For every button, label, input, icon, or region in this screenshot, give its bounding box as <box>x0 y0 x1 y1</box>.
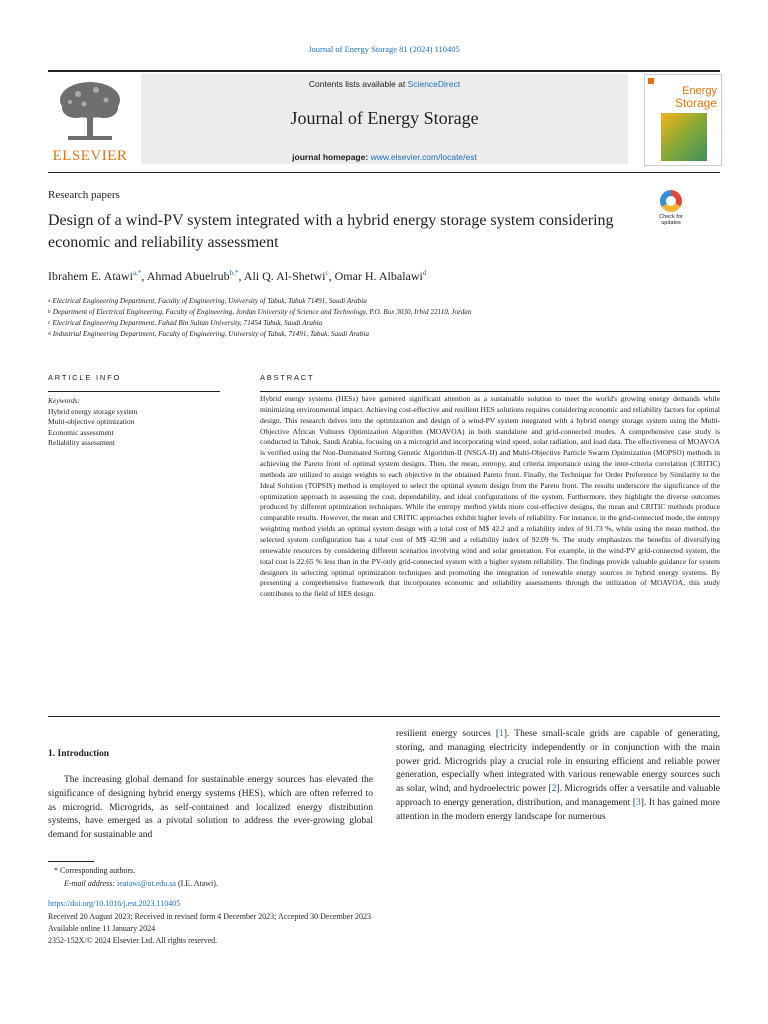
check-updates-line1: Check for <box>659 214 683 220</box>
affiliation-item <box>48 296 728 307</box>
keywords-heading: Keywords: <box>48 396 81 405</box>
affiliation-key: c <box>48 320 51 326</box>
footnote-rule <box>48 861 94 862</box>
homepage-label: journal homepage: <box>292 152 369 162</box>
keywords-block <box>48 396 138 449</box>
journal-cover-thumbnail[interactable] <box>644 74 722 166</box>
email-label: E-mail address: <box>64 879 116 888</box>
citation-link[interactable]: 1 <box>499 729 504 739</box>
citation-link[interactable]: 2 <box>551 784 557 795</box>
affiliation-item <box>48 318 728 329</box>
citation-link[interactable]: 3 <box>636 797 641 808</box>
affiliation-item <box>48 329 728 340</box>
elsevier-logo[interactable] <box>48 76 132 164</box>
cover-word-storage: Storage <box>674 96 717 110</box>
section-label: Research papers <box>48 189 120 201</box>
check-updates-label <box>650 214 692 226</box>
affiliation-text: Department of Electrical Engineering, Faculty of Engineering, Jordan University of Science and Technology, P.O. Box 3030, Irbid 22110, Jordan <box>52 308 472 316</box>
keyword-item: Hybrid energy storage system <box>48 406 138 416</box>
intro-text: ]. These small-scale grids are capable of generating, storing, and managing electricity independently or in conjunction with the main power grid. Microgrids play a crucial role in ensuring efficient and reliable power generation, especially when integrated with various renewable energy sources such as solar, wind, and hydroelectric power [ <box>396 729 721 795</box>
elsevier-tree-icon <box>56 78 124 146</box>
article-info-rule <box>48 391 220 392</box>
affiliation-key: b <box>48 309 51 315</box>
author-list: Ibrahem E. Atawi$^{a,*}$, Ahmad Abuelrub$^{b,*}$, Ali Q. Al-Shetwi$^c$, Omar H. Albalawi$^d$ <box>48 269 427 283</box>
affiliation-key: a <box>48 298 51 304</box>
author-affil-sup[interactable]: b,* <box>229 269 239 277</box>
email-link[interactable]: ieatawi@ut.edu.sa <box>117 879 176 888</box>
affiliations <box>48 296 728 340</box>
affiliation-text: Electrical Engineering Department, Fahad Bin Sultan University, 71454 Tabuk, Saudi Arabia <box>52 319 323 327</box>
abstract-text: Hybrid energy systems (HESs) have garnered significant attention as a sustainable solution to meet the world's growing energy demands while minimizing environmental impact. Achieving cost-effective and resilient HES solutions requires considering economic and reliability factors for optimal design. This research delves into the optimization and design of a wind-PV system integrated with a hybrid energy storage system using the Multi-Objective African Vultures Optimization Algorithm (MOAVOA) in both standalone and grid-connected modes. A comprehensive case study is conducted in Tabuk, Saudi Arabia, focusing on a microgrid and incorporating wind speed, solar radiation, and load data. The effectiveness of MOAVOA is verified using the Non-Dominated Sorting Genetic Algorithm-II (NSGA-II) and Multi-Objective Particle Swarm Optimization (MOPSO) methods in achieving the Pareto front of optimal system designs. Then, the mean, entropy, and criteria importance using the inter-criteria correlation (CRITIC) methods are utilized to assign weights to each objective in the obtained Pareto front. Finally, the Technique for Order Preference by Similarity to the Ideal Solution (TOPSIS) method is employed to select the optimal system design from the Pareto front. The results underscore the significance of the optimization approach in assessing the cost, dependability, and ideal configurations of the system. Furthermore, they highlight the diverse outcomes produced by different optimization techniques. While the entropy method yields more cost-effective designs, the mean and CRITIC methods produce comparable results. However, the mean and CRITIC approaches exhibit higher levels of reliability. For instance, in the grid-connected mode, the entropy weighting method yields an optimal system design with a total cost of M$ 42.2 and a reliability index of 91.73 %, while using the mean method, the selected system configuration has a total cost of M$ 42.98 and a reliability index of 92.09 %. The study emphasizes the benefits of diversifying renewable resources by considering different scenarios involving wind and solar generation. For example, in the wind-PV grid-connected system, the total cost is 22.65 % less than in the PV-only grid-connected system with a higher system reliability. The findings provide valuable guidance for system designers in selecting optimal optimization techniques and promoting the integration of renewable energy sources in hybrid energy systems. By presenting a comprehensive framework that incorporates economic and reliability assessments through the utilization of MOAVOA, this study contributes to the field of HES design. <box>260 394 720 599</box>
author-name[interactable]: Ibrahem E. Atawi <box>48 269 133 283</box>
check-updates-line2: updates <box>661 220 681 226</box>
abstract-heading: ABSTRACT <box>260 373 315 382</box>
author-affil-sup[interactable]: a,* <box>132 269 142 277</box>
header-bottom-rule <box>48 172 720 173</box>
abstract-rule <box>260 391 720 392</box>
corresponding-text: Corresponding authors. <box>60 866 136 875</box>
intro-text: ]. It has gained more attention in the modern energy landscape for numerous <box>396 797 720 822</box>
author-name[interactable]: Ahmad Abuelrub <box>146 269 230 283</box>
keyword-item: Economic assessment <box>48 427 114 437</box>
elsevier-wordmark: ELSEVIER <box>52 148 128 164</box>
email-suffix: (I.E. Atawi). <box>177 879 218 888</box>
author-affil-sup[interactable]: c <box>325 269 329 277</box>
affiliation-text: Electrical Engineering Department, Faculty of Engineering, University of Tabuk, Tabuk 71491, Saudi Arabia <box>52 297 367 305</box>
affiliation-item <box>48 307 728 318</box>
homepage-line <box>141 152 628 162</box>
paper-title: Design of a wind-PV system integrated with a hybrid energy storage system considering economic and reliability assessment <box>48 212 614 251</box>
doi-link[interactable]: https://doi.org/10.1016/j.est.2023.110405 <box>48 899 181 908</box>
keyword-item: Reliability assessment <box>48 438 115 447</box>
journal-title: Journal of Energy Storage <box>290 108 479 128</box>
available-online-date: Available online 11 January 2024 <box>48 924 156 933</box>
cover-word-energy: Energy <box>682 85 717 97</box>
intro-paragraph-1: The increasing global demand for sustainable energy sources has elevated the significance of designing hybrid energy systems (HES), which are often referred to as microgrid. Microgrids, as self-contained and localized energy distribution systems, have emerged as a pivotal solution to address the ever-growing global demand for sustainable and <box>48 775 373 841</box>
author-name[interactable]: Omar H. Albalawi <box>334 269 423 283</box>
contents-prefix: Contents lists available at <box>308 79 406 89</box>
received-dates: Received 20 August 2023; Received in revised form 4 December 2023; Accepted 30 December 2023 <box>48 912 372 921</box>
article-info-heading: ARTICLE INFO <box>48 373 122 382</box>
abstract-bottom-rule <box>48 716 720 717</box>
contents-line <box>141 79 628 89</box>
intro-text: ]. Microgrids offer a versatile and valuable approach to energy generation, distribution, and management [ <box>396 784 720 808</box>
author-name[interactable]: Ali Q. Al-Shetwi <box>243 269 326 283</box>
journal-reference-link[interactable]: Journal of Energy Storage 81 (2024) 110405 <box>308 44 460 54</box>
homepage-link[interactable]: www.elsevier.com/locate/est <box>370 152 477 162</box>
affiliation-key: d <box>48 331 51 337</box>
cover-logo-icon <box>648 78 654 84</box>
check-updates-icon <box>660 190 682 212</box>
header-rule <box>48 70 720 72</box>
copyright-line: 2352-152X/© 2024 Elsevier Ltd. All rights reserved. <box>48 936 218 945</box>
keyword-item: Multi-objective optimization <box>48 417 135 426</box>
intro-text: resilient energy sources [ <box>396 729 500 739</box>
intro-heading: 1. Introduction <box>48 749 110 759</box>
intro-paragraph-2 <box>396 728 720 825</box>
email-footnote <box>64 879 218 888</box>
corresponding-footnote: * Corresponding authors. <box>54 866 136 875</box>
cover-image <box>661 113 707 161</box>
sciencedirect-link[interactable]: ScienceDirect <box>407 79 461 89</box>
check-for-updates-button[interactable] <box>650 190 692 230</box>
author-affil-sup[interactable]: d <box>422 269 427 277</box>
affiliation-text: Industrial Engineering Department, Faculty of Engineering, University of Tabuk, 71491, Tabuk, Saudi Arabia <box>52 330 369 338</box>
